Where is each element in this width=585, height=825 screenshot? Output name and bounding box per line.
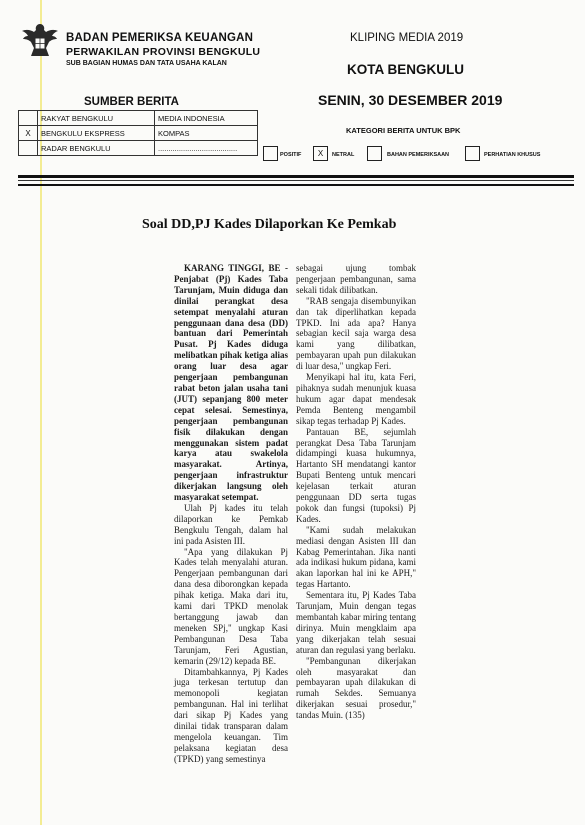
category-checkbox-positif [263,146,278,161]
source-name: RAKYAT BENGKULU [38,111,155,126]
source-label: SUMBER BERITA [84,96,179,108]
article-paragraph: Pantauan BE, sejumlah perangkat Desa Taba Tarunjam didampingi kuasa hukumnya, Hartanto SH mendatangi kantor Bupati Benteng untuk mencari kejelasan terkait aturan penggunaan DD serta tugas pokok dan fungsi (tupoksi) Pj Kades. [296,426,416,524]
org-name-line2: PERWAKILAN PROVINSI BENGKULU [66,46,261,58]
article-paragraph: "Pembangunan dikerjakan oleh masyarakat dan pembayaran upah dilakukan di rumah Sekdes. Semuanya dikerjakan sesuai prosedur," tandas Muin. (135) [296,655,416,721]
category-option-label: PERHATIAN KHUSUS [484,152,541,158]
source-row [19,126,258,141]
category-label: KATEGORI BERITA UNTUK BPK [346,126,461,135]
source-name: BENGKULU EKSPRESS [38,126,155,141]
kliping-title: KLIPING MEDIA 2019 [350,32,464,44]
source-name: ...................................... [155,141,258,156]
divider [18,180,574,181]
source-row [19,141,258,156]
source-name: MEDIA INDONESIA [155,111,258,126]
source-name: KOMPAS [155,126,258,141]
city-title: KOTA BENGKULU [347,62,464,77]
category-checkbox-perhatian [465,146,480,161]
org-name-line3: SUB BAGIAN HUMAS DAN TATA USAHA KALAN [66,60,227,67]
category-checkbox-bahan [367,146,382,161]
source-check: X [19,126,38,141]
article-column-2 [296,263,416,721]
article-headline: Soal DD,PJ Kades Dilaporkan Ke Pemkab [142,217,397,232]
article-paragraph: "Apa yang dilakukan Pj Kades telah menyalahi aturan. Pengerjaan pembangunan dari dana desa diborongkan kepada pihak ketiga. Maka dari itu, kami dari TPKD menolak bertanggung jawab dan meneken SPj," ungkap Kasi Pembangunan Desa Taba Tarunjam, Feri Agustian, kemarin (29/12) kepada BE. [174,546,288,666]
category-option-label: POSITIF [280,152,302,158]
article-paragraph: Ditambahkannya, Pj Kades juga terkesan tertutup dan memonopoli kegiatan pembangunan. Hal ini terlihat dari sikap Pj Kades yang dinilai tidak transparan dalam mengelola keuangan. Tim pelaksana kegiatan desa (TPKD) yang semestinya [174,666,288,764]
source-name: RADAR BENGKULU [38,141,155,156]
garuda-logo-icon [18,18,62,62]
org-name-line1: BADAN PEMERIKSA KEUANGAN [66,32,254,44]
article-paragraph: Sementara itu, Pj Kades Taba Tarunjam, Muin dengan tegas membantah kabar miring tentang dirinya. Muin mengklaim apa yang dikerjakan telah sesuai aturan dan regulasi yang berlaku. [296,590,416,655]
divider [18,175,574,178]
source-row [19,111,258,126]
article-paragraph: KARANG TINGGI, BE - Penjabat (Pj) Kades Taba Tarunjam, Muin diduga dan dinilai perangkat desa setempat menyalahi aturan penggunaan dana desa (DD) bantuan dari Pemerintah Pusat. Pj Kades diduga melibatkan pihak ketiga alias orang luar desa agar pengerjaan pembangunan rabat beton jalan usaha tani (JUT) sepanjang 800 meter cepat selesai. Semestinya, pengerjaan pembangunan fisik dilakukan dengan menggunakan sistem padat karya atau swakelola masyarakat. Artinya, pengerjaan infrastruktur dikerjakan langsung oleh masyarakat setempat. [174,263,288,503]
category-checkbox-netral: X [313,146,328,161]
category-option-label: BAHAN PEMERIKSAAN [387,152,450,158]
date-title: SENIN, 30 DESEMBER 2019 [318,92,503,108]
article-paragraph: "Kami sudah melakukan mediasi dengan Asisten III dan Kabag Pemerintahan. Jika nanti ada indikasi hukum pidana, kami akan laporkan hal ini ke APH," tegas Hartanto. [296,524,416,590]
article-paragraph: Ulah Pj kades itu telah dilaporkan ke Pemkab Bengkulu Tengah, dalam hal ini pada Asisten III. [174,502,288,546]
article-paragraph: Menyikapi hal itu, kata Feri, pihaknya sudah menunjuk kuasa hukum agar dapat mendesak Pemda Benteng mengambil sikap tegas terhadap Pj Kades. [296,372,416,426]
article-column-1 [174,263,288,765]
divider [18,184,574,186]
source-check [19,141,38,156]
source-check [19,111,38,126]
category-option-label: NETRAL [332,152,355,158]
source-table [18,110,258,156]
article-paragraph: sebagai ujung tombak pengerjaan pembangunan, sama sekali tidak dilibatkan. [296,263,416,295]
article-paragraph: "RAB sengaja disembunyikan dan tak diperlihatkan kepada TPKD. Ini ada apa? Hanya sebagian kecil saja warga desa kami yang dilibatkan, pembayaran upah pun dilakukan di luar desa," ungkap Feri. [296,295,416,372]
